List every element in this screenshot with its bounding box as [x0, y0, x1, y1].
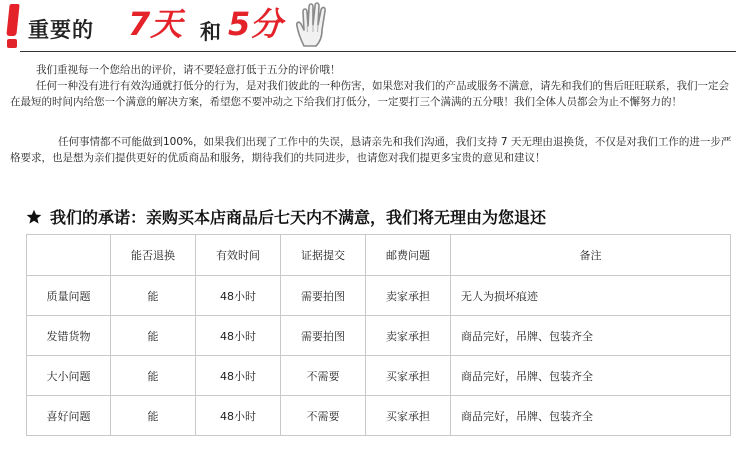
header-banner — [0, 0, 741, 52]
return-policy-table-wrap — [26, 234, 730, 435]
table-cell: 不需要 — [281, 396, 366, 436]
column-header: 邮费问题 — [366, 235, 451, 276]
table-cell-note: 无人为损坏痕迹 — [451, 276, 731, 316]
table-cell: 卖家承担 — [366, 276, 451, 316]
table-cell-note: 商品完好，吊牌、包装齐全 — [451, 316, 731, 356]
column-header: 能否退换 — [111, 235, 196, 276]
table-cell: 能 — [111, 316, 196, 356]
table-cell: 能 — [111, 396, 196, 436]
table-cell-note: 商品完好，吊牌、包装齐全 — [451, 396, 731, 436]
column-header: 有效时间 — [196, 235, 281, 276]
table-header-row — [27, 235, 731, 276]
table-cell: 48小时 — [196, 316, 281, 356]
table-cell: 需要拍图 — [281, 276, 366, 316]
header-divider — [20, 51, 736, 52]
column-header: 备注 — [451, 235, 731, 276]
title-seven-days: 7天 — [128, 5, 183, 43]
hand-icon — [294, 2, 334, 48]
title-and: 和 — [200, 20, 221, 44]
return-policy-table — [26, 234, 731, 436]
paragraph-return-policy: 任何事情都不可能做到100%，如果我们出现了工作中的失误，恳请亲先和我们沟通，我们支持 7 天无理由退换货，不仅是对我们工作的进一步严格要求，也是想为亲们提供更好的优质商品和服务，期待我们的共同进步，也请您对我们提更多宝贵的意见和建议！ — [10, 136, 732, 164]
table-cell: 卖家承担 — [366, 316, 451, 356]
star-icon — [26, 209, 42, 225]
paragraph-rating-request: 我们重视每一个您给出的评价，请不要轻意打低于五分的评价哦！ — [36, 64, 341, 76]
table-cell: 喜好问题 — [27, 396, 111, 436]
table-cell: 能 — [111, 356, 196, 396]
promise-heading — [26, 205, 546, 228]
table-cell: 需要拍图 — [281, 316, 366, 356]
table-cell: 能 — [111, 276, 196, 316]
title-five-points: 5分 — [228, 5, 283, 43]
table-cell: 大小问题 — [27, 356, 111, 396]
table-row — [27, 316, 731, 356]
table-cell: 48小时 — [196, 356, 281, 396]
column-header — [27, 235, 111, 276]
table-cell: 48小时 — [196, 276, 281, 316]
table-cell-note: 商品完好，吊牌、包装齐全 — [451, 356, 731, 396]
table-row — [27, 276, 731, 316]
table-cell: 48小时 — [196, 396, 281, 436]
table-row — [27, 396, 731, 436]
table-row — [27, 356, 731, 396]
title-important: 重要的 — [28, 18, 94, 42]
table-cell: 不需要 — [281, 356, 366, 396]
table-cell: 质量问题 — [27, 276, 111, 316]
table-cell: 买家承担 — [366, 356, 451, 396]
paragraph-communication: 任何一种没有进行有效沟通就打低分的行为，是对我们彼此的一种伤害，如果您对我们的产品或服务不满意，请先和我们的售后旺旺联系，我们一定会在最短的时间内给您一个满意的解决方案，希望您不要冲动之下给我们打低分，一定要打三个满满的五分哦！我们全体人员都会为止不懈努力的！ — [10, 80, 729, 108]
table-cell: 买家承担 — [366, 396, 451, 436]
column-header: 证据提交 — [281, 235, 366, 276]
promise-text: 我们的承诺：亲购买本店商品后七天内不满意，我们将无理由为您退还 — [50, 208, 547, 227]
exclamation-icon — [6, 4, 20, 48]
table-cell: 发错货物 — [27, 316, 111, 356]
